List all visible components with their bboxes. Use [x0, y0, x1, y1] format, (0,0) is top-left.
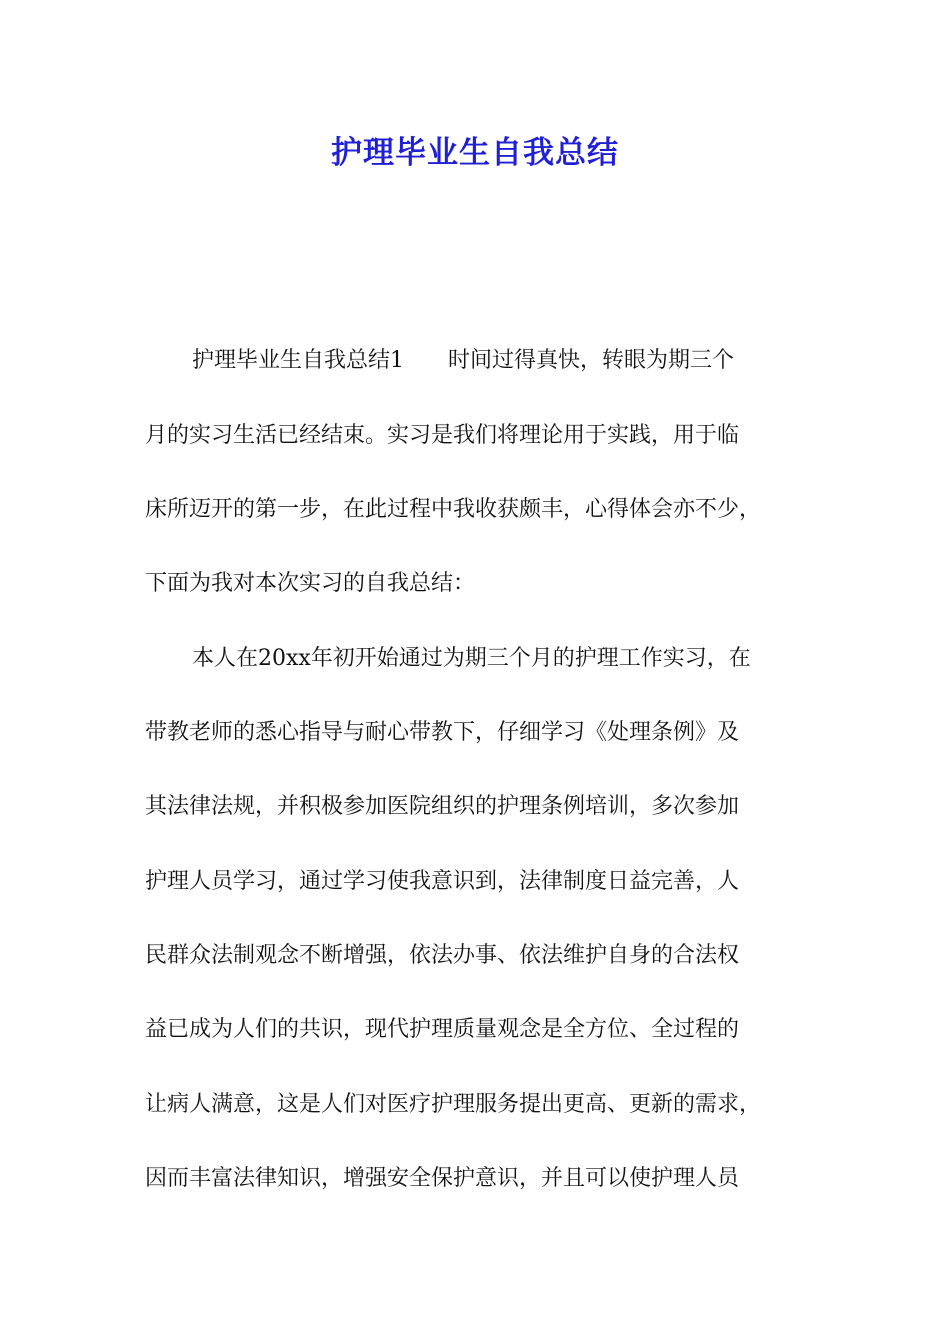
paragraph-line: 下面为我对本次实习的自我总结： [145, 571, 476, 596]
paragraph-line: 让病人满意，这是人们对医疗护理服务提出更高、更新的需求， [145, 1092, 762, 1117]
paragraph-line: 其法律法规，并积极参加医院组织的护理条例培训，多次参加 [145, 794, 740, 819]
paragraph-line: 本人在20xx年初开始通过为期三个月的护理工作实习，在 [192, 646, 751, 671]
paragraph-line: 护理人员学习，通过学习使我意识到，法律制度日益完善，人 [145, 869, 740, 894]
paragraph-line: 月的实习生活已经结束。实习是我们将理论用于实践，用于临 [145, 423, 740, 448]
paragraph-line: 护理毕业生自我总结1 时间过得真快，转眼为期三个 [192, 348, 734, 373]
paragraph-line: 因而丰富法律知识，增强安全保护意识，并且可以使护理人员 [145, 1166, 740, 1191]
paragraph-line: 床所迈开的第一步，在此过程中我收获颇丰，心得体会亦不少， [145, 497, 762, 522]
paragraph-line: 民群众法制观念不断增强，依法办事、依法维护自身的合法权 [145, 943, 740, 968]
paragraph-line: 益已成为人们的共识，现代护理质量观念是全方位、全过程的 [145, 1017, 740, 1042]
paragraph-line: 带教老师的悉心指导与耐心带教下，仔细学习《处理条例》及 [145, 720, 740, 745]
document-title: 护理毕业生自我总结 [331, 135, 619, 171]
